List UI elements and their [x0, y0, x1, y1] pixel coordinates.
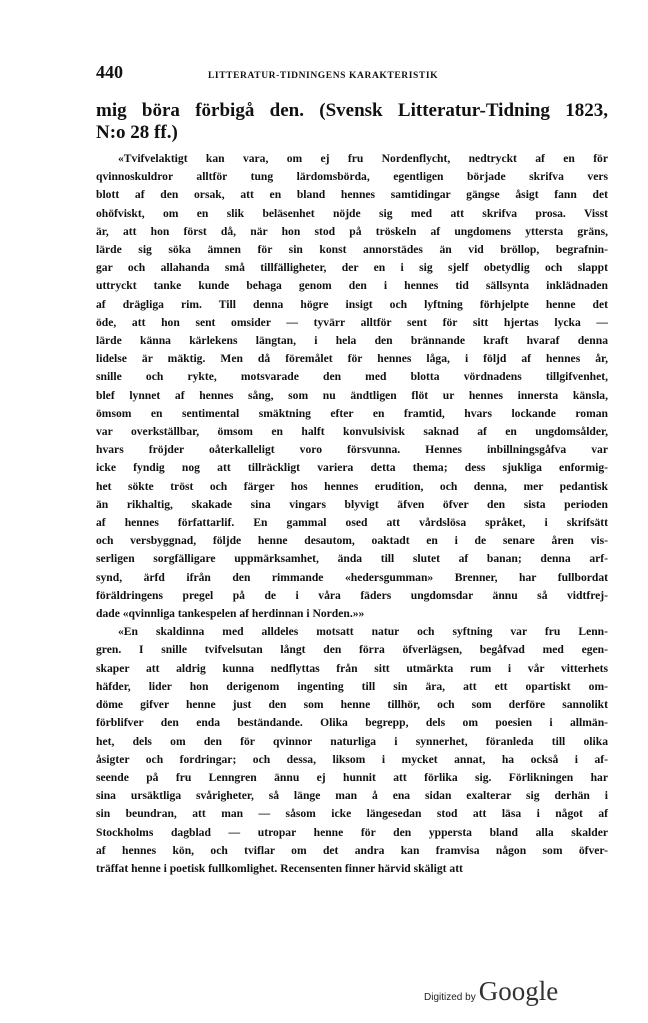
text-line: och versbyggnad, följde henne desautom, oaktadt en i de senare åren vis- [96, 534, 608, 548]
text-line: var overkställbar, ömsom en halft konvulsivisk saknad af en ungdomsålder, [96, 425, 608, 439]
text-line: hvars fröjder oåterkalleligt voro försvunna. Hennes inbillningsgåfva var [96, 443, 608, 457]
text-line: åsigter och fordringar; och dessa, liksom i mycket annat, ha också i af- [96, 752, 608, 766]
text-line: icke fyndig nog att tillräckligt variera detta thema; dess sjukliga enformig- [96, 461, 608, 475]
text-line: är, att hon först då, när hon stod på tröskeln af ungdomens yttersta gräns, [96, 224, 608, 238]
lead-line: mig böra förbigå den. (Svensk Litteratur-Tidning 1823, [96, 100, 608, 121]
quote-paragraph-nordenflycht [96, 150, 608, 623]
text-line: het sökte tröst och färger hos hennes erudition, och denna, mer pedantisk [96, 479, 608, 493]
text-line: «Tvifvelaktigt kan vara, om ej fru Nordenflycht, nedtryckt af en för [118, 152, 608, 165]
text-line: ohöfviskt, om en slik beläsenhet nöjde sig med att skrifva prosa. Visst [96, 206, 608, 220]
text-line: häfder, lider hon derigenom ingenting till sin ära, att ett opartiskt om- [96, 679, 608, 693]
text-line: het, dels om den för qvinnor naturliga i synnerhet, föranleda till olika [96, 734, 608, 748]
quote-paragraph-lenngren [96, 623, 608, 878]
page-header [96, 62, 608, 90]
page-number: 440 [96, 62, 123, 82]
text-line: serligen sorgfälligare uppmärksamhet, ända till slutet af banan; denna arf- [96, 552, 608, 566]
text-line: lärde känna kärlekens längtan, i hela den brännande kraft hvaraf denna [96, 334, 608, 348]
text-line: förblifver den enda beständande. Olika begrepp, dels om poesien i allmän- [96, 716, 608, 730]
text-line: «En skaldinna med alldeles motsatt natur och syftning var fru Lenn- [118, 625, 608, 639]
digitized-by-label: Digitized by [424, 992, 476, 1003]
text-line: synd, ärfd ifrån den rimmande «hedersgumman» Brenner, har fullbordat [96, 570, 608, 584]
text-line: blott af den orsak, att en bland hennes samtidingar gängse åsigt fann det [96, 188, 608, 202]
text-line: öde, att hon sent omsider — tyvärr alltför sent för sitt hjertas lycka — [96, 315, 608, 329]
text-line: lärde sig söka ämnen för sin konst annorstädes än vid bröllop, begrafnin- [96, 243, 608, 257]
text-line: dade «qvinnliga tankespelen af herdinnan i Norden.»» [96, 607, 365, 621]
text-line: träffat henne i poetisk fullkomlighet. Recensenten finner härvid skäligt att [96, 861, 463, 875]
text-line: lidelse är mäktig. Men då föremålet för hennes låga, i följd af hennes år, [96, 352, 608, 366]
text-line: döme gifver henne just den som henne tillhör, och som derföre sannolikt [96, 698, 608, 712]
book-page [96, 62, 608, 878]
text-line: qvinnoskuldror alltför tung lärdomsbörda, egentligen började skrifva vers [96, 170, 608, 184]
text-line: ömsom en sentimental smäktning efter en framtid, hvars lockande roman [96, 406, 608, 420]
text-line: blef lynnet af hennes sång, som nu ändtligen flöt ur hennes innersta känsla, [96, 388, 608, 402]
text-line: snille och rykte, motsvarade den med blotta vördnadens tillgifvenhet, [96, 370, 608, 384]
text-line: sin beundran, att man — såsom icke längesedan stod att läsa i något af [96, 807, 608, 821]
text-line: sina ursäktliga svårigheter, så länge man å ena sidan exalterar sig derhän i [96, 789, 608, 803]
running-head: LITTERATUR-TIDNINGENS KARAKTERISTIK [208, 71, 439, 81]
text-line: gren. I snille tvifvelsutan långt den förra öfverlägsen, begåfvad med egen- [96, 643, 608, 657]
digitization-credit [424, 976, 558, 1007]
text-line: Stockholms dagblad — utropar henne för den yppersta bland alla skalder [96, 825, 608, 839]
lead-line: N:o 28 ff.) [96, 122, 178, 143]
text-line: gar och allahanda små tillfälligheter, der en i sig sjelf obetydlig och slappt [96, 261, 608, 275]
text-line: skaper att aldrig kunna nedflyttas från sitt utmärkta rum i vår vitterhets [96, 661, 608, 675]
text-line: än rikhaltig, skakade sina vingars blyvigt äfven öfver den sista perioden [96, 497, 608, 511]
text-line: föräldringens pregel på de i våra fäders ungdomsdar ännu så vidtfrej- [96, 588, 608, 602]
lead-text [96, 100, 608, 144]
text-line: af drägliga rim. Till denna högre insigt och lyftning förhjelpte henne det [96, 297, 608, 311]
text-line: af hennes kön, och tviflar om det andra kan framvisa någon som öfver- [96, 843, 608, 857]
google-logo: Google [478, 976, 559, 1006]
text-line: af hennes författarlif. En gammal osed att vårdslösa språket, i skrifsätt [96, 516, 608, 530]
text-line: seende på fru Lenngren ännu ej hunnit att förlika sig. Förlikningen har [96, 770, 608, 784]
text-line: uttryckt tanke kunde behaga genom den i hennes tid sällsynta inklädnaden [96, 279, 608, 293]
